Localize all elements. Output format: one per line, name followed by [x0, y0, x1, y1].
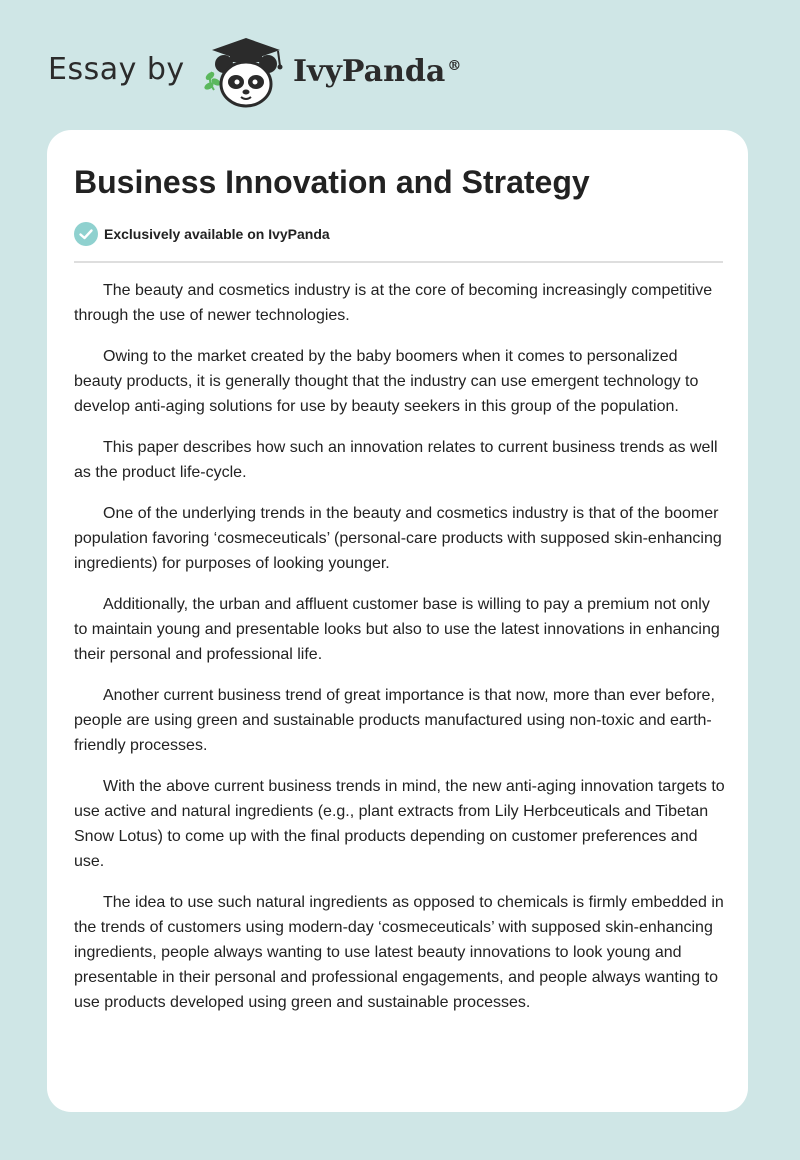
paragraph: One of the underlying trends in the beauty and cosmetics industry is that of the boomer population favoring ‘cosmeceuticals’ (personal-care products with supposed skin-enhancing ingredients) for purposes of looking younger. — [74, 505, 722, 572]
essay-body — [74, 278, 726, 1031]
exclusive-badge — [74, 222, 330, 246]
paragraph: This paper describes how such an innovation relates to current business trends as well as the product life-cycle. — [74, 439, 718, 481]
essay-by-label: Essay by — [48, 52, 185, 87]
paragraph: With the above current business trends in mind, the new anti-aging innovation targets to use active and natural ingredients (e.g., plant extracts from Lily Herbceuticals and Tibetan Snow Lotus) to come up with the final products depending on customer preferences and use. — [74, 778, 725, 870]
paragraph: Additionally, the urban and affluent customer base is willing to pay a premium not only to maintain young and presentable looks but also to use the latest innovations in enhancing their personal and professional life. — [74, 596, 720, 663]
page-title: Business Innovation and Strategy — [74, 164, 590, 200]
paragraph: The idea to use such natural ingredients as opposed to chemicals is firmly embedded in the trends of customers using modern-day ‘cosmeceuticals’ with supposed skin-enhancing ingredients, people always wanting to use latest beauty innovations to look young and presentable in their personal and professional engagements, and people always wanting to use products developed using green and sustainable processes. — [74, 894, 724, 1011]
paragraph: Another current business trend of great importance is that now, more than ever before, people are using green and sustainable products manufactured using non-toxic and earth-friendly processes. — [74, 687, 715, 754]
leaf-icon — [203, 70, 222, 91]
brand-text: IvyPanda — [293, 54, 446, 89]
panda-graduate-icon[interactable] — [200, 34, 292, 110]
registered-mark: ® — [447, 58, 462, 74]
check-circle-icon — [74, 222, 98, 246]
paragraph: The beauty and cosmetics industry is at the core of becoming increasingly competitive through the use of newer technologies. — [74, 282, 713, 324]
paragraph: Owing to the market created by the baby boomers when it comes to personalized beauty products, it is generally thought that the industry can use emergent technology to develop anti-aging solutions for use by beauty seekers in this group of the population. — [74, 348, 699, 415]
brand-name[interactable] — [293, 54, 461, 89]
essay-card — [47, 130, 748, 1112]
divider — [74, 261, 723, 263]
exclusive-label: Exclusively available on IvyPanda — [104, 226, 330, 242]
site-header — [0, 0, 800, 130]
